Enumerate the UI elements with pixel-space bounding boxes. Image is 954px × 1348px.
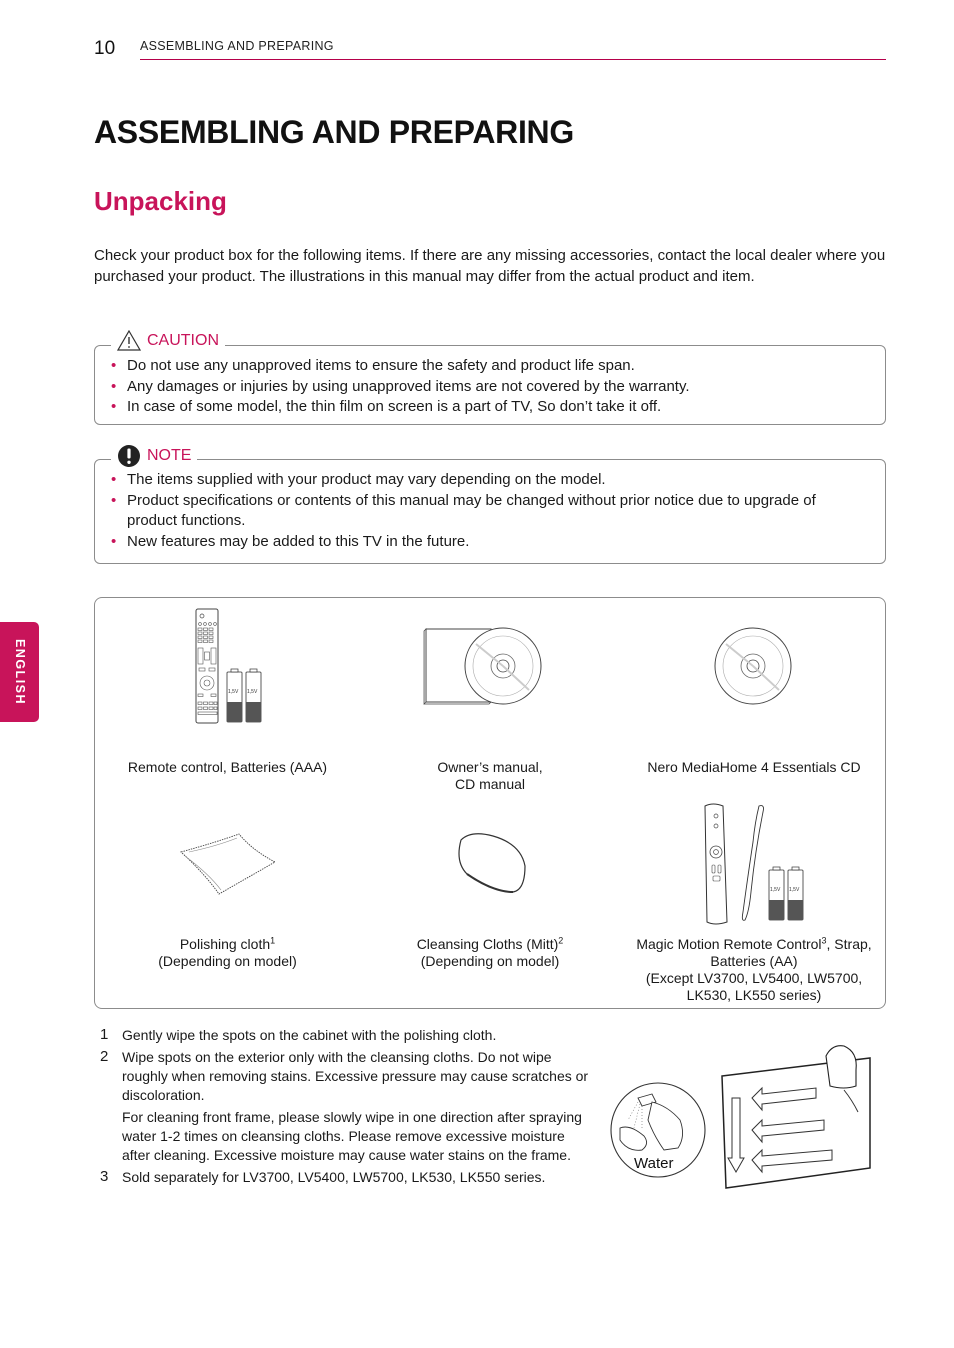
remote-control-icon [194, 608, 270, 726]
cd-disc-icon [713, 626, 793, 706]
footnote-number: 3 [100, 1168, 109, 1185]
footnote-number: 2 [100, 1048, 109, 1065]
running-head: ASSEMBLING AND PREPARING [140, 39, 334, 53]
cleansing-mitt-icon [453, 830, 529, 896]
manual-and-cd-icon [421, 624, 545, 706]
package-items-box [94, 597, 886, 1009]
exclamation-circle-icon [117, 444, 141, 468]
footnote [94, 1168, 594, 1187]
battery-voltage-label: 1,5V [247, 689, 258, 695]
manual-caption: Owner’s manual, CD manual [437, 759, 543, 792]
caution-item: • Do not use any unapproved items to ensure the safety and product life span. [111, 356, 869, 377]
note-label-wrap [111, 444, 197, 468]
battery-voltage-label: 1,5V [228, 689, 239, 695]
section-title: Unpacking [94, 186, 227, 216]
caution-label: CAUTION [147, 331, 219, 349]
note-box [94, 447, 886, 564]
footnote-text: Wipe spots on the exterior only with the cleansing cloths. Do not wipe roughly when removing stains. Excessive pressure may cause scratches or discoloration. [122, 1049, 589, 1103]
polishing-cloth-icon [177, 830, 277, 900]
language-tab-label: ENGLISH [12, 638, 27, 706]
caution-item: • In case of some model, the thin film on screen is a part of TV, So don’t take it off. [111, 397, 869, 418]
chapter-title: ASSEMBLING AND PREPARING [94, 114, 574, 150]
warning-triangle-icon [117, 330, 141, 351]
cleaning-illustration [608, 1040, 876, 1192]
caution-box [94, 331, 886, 425]
footnote-text: Sold separately for LV3700, LV5400, LW5700, LK530, LK550 series. [122, 1169, 546, 1185]
page-number: 10 [94, 38, 116, 59]
language-tab [0, 622, 39, 722]
battery-voltage-label: 1,5V [789, 887, 800, 893]
header-rule [140, 59, 886, 60]
note-item: • Product specifications or contents of this manual may be changed without prior notice due to upgrade of product functions. [111, 491, 869, 532]
footnote-number: 1 [100, 1026, 109, 1043]
footnotes [94, 1026, 594, 1190]
caution-list [95, 346, 885, 418]
note-item: • New features may be added to this TV in the future. [111, 532, 869, 553]
footnote [94, 1048, 594, 1165]
magic-remote-caption: Magic Motion Remote Control$^3$, Strap, Batteries (AA) (Except LV3700, LV5400, LW5700, LK530, LK550 series) [636, 935, 872, 1003]
footnote-text: Gently wipe the spots on the cabinet with the polishing cloth. [122, 1027, 497, 1043]
caution-label-wrap [111, 330, 225, 351]
note-item: • The items supplied with your product may vary depending on the model. [111, 470, 869, 491]
water-label: Water [634, 1155, 674, 1172]
cloth-caption: Polishing cloth$^1$ (Depending on model) [158, 935, 297, 969]
note-list [95, 460, 885, 552]
footnote-text-continued: For cleaning front frame, please slowly wipe in one direction after spraying water 1-2 times on cleansing cloths. Please remove excessive moisture after cleaning. Excessive moisture may cause water stains on the frame. [122, 1109, 582, 1163]
battery-voltage-label: 1,5V [770, 887, 781, 893]
remote-caption: Remote control, Batteries (AAA) [127, 759, 328, 775]
footnote [94, 1026, 594, 1045]
intro-paragraph: Check your product box for the following items. If there are any missing accessories, contact the local dealer where you purchased your product. The illustrations in this manual may differ from the actual product and item. [94, 247, 886, 285]
caution-item: • Any damages or injuries by using unapproved items are not covered by the warranty. [111, 377, 869, 398]
magic-motion-remote-icon [699, 802, 809, 928]
mitt-caption: Cleansing Cloths (Mitt)$^2$ (Depending on model) [416, 935, 564, 969]
nero-caption: Nero MediaHome 4 Essentials CD [647, 759, 861, 775]
note-label: NOTE [147, 447, 192, 464]
